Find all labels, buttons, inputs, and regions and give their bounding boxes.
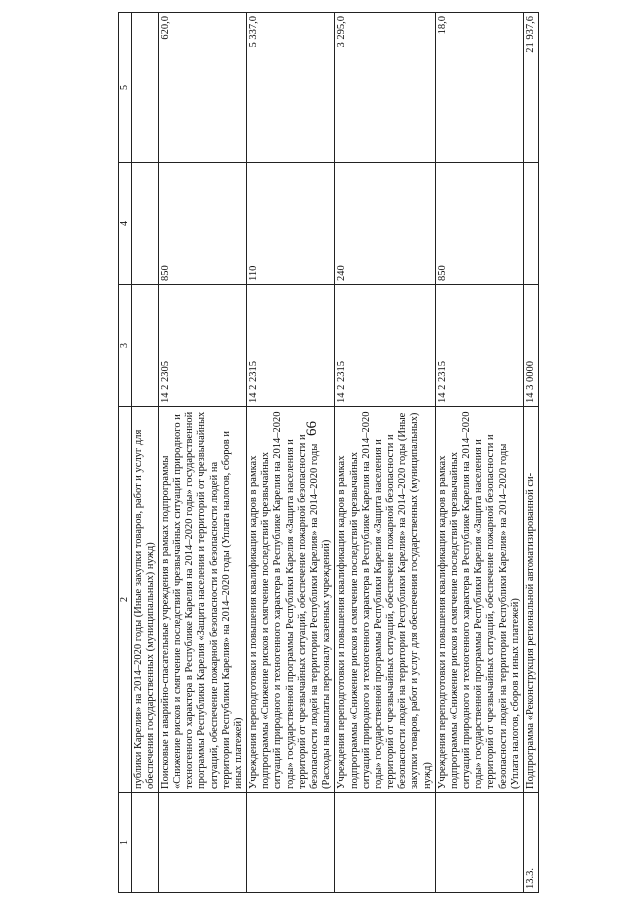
expense-type-cell: 240 [335,163,435,285]
expense-type-cell [131,163,158,285]
description-cell: Учреждения переподготовки и повышения квалификации кадров в рамках подпрограммы «Снижение рисков и смягчение последствий чрезвычайных ситуаций природного и техногенного характера в Республике Карелия на 2014–2020 годы» государственной программы Республики Карелия «Защита населения и территорий от чрезвычайных ситуаций, обеспечение пожарной безопасности и безопасности людей на территории Республики Карелия» на 2014–2020 годы (Иные закупки товаров, работ и услуг для обеспечения государственных (муниципальных) нужд) [335,407,435,793]
header-col-4: 4 [119,163,132,285]
row-number-cell [158,793,246,893]
rotated-page [118,13,536,893]
header-col-2: 2 [119,407,132,793]
budget-code-cell: 14 2 2315 [247,285,335,407]
description-cell: Подпрограмма «Реконструкция региональной автоматизированной си- [523,407,538,793]
row-number-cell [435,793,523,893]
expense-type-cell: 110 [247,163,335,285]
table-row [523,13,538,893]
header-col-5: 5 [119,13,132,163]
amount-cell: 3 295,0 [335,13,435,163]
table-row [247,13,335,893]
row-number-cell [247,793,335,893]
description-cell: Учреждения переподготовки и повышения квалификации кадров в рамках подпрограммы «Снижение рисков и смягчение последствий чрезвычайных ситуаций природного и техногенного характера в Республике Карелия на 2014–2020 годы» государственной программы Республики Карелия «Защита населения и территорий от чрезвычайных ситуаций, обеспечение пожарной безопасности и безопасности людей на территории Республики Карелия» на 2014–2020 годы (Расходы на выплаты персоналу казенных учреждений) [247,407,335,793]
row-number-cell [131,793,158,893]
description-cell: Учреждения переподготовки и повышения квалификации кадров в рамках подпрограммы «Снижение рисков и смягчение последствий чрезвычайных ситуаций природного и техногенного характера в Республике Карелия на 2014–2020 годы» государственной программы Республики Карелия «Защита населения и территорий от чрезвычайных ситуаций, обеспечение пожарной безопасности и безопасности людей на территории Республики Карелия» на 2014–2020 годы (Уплата налогов, сборов и иных платежей) [435,407,523,793]
row-number-cell [335,793,435,893]
description-cell: публики Карелия» на 2014–2020 годы (Иные закупки товаров, работ и услуг для обеспечения государственных (муниципальных) нужд) [131,407,158,793]
amount-cell [131,13,158,163]
amount-cell: 18,0 [435,13,523,163]
expense-type-cell: 850 [435,163,523,285]
budget-code-cell: 14 2 2315 [435,285,523,407]
table-row [435,13,523,893]
amount-cell: 620,0 [158,13,246,163]
expense-type-cell: 850 [158,163,246,285]
table-row [158,13,246,893]
row-number-cell: 13.3. [523,793,538,893]
description-cell: Поисковые и аварийно-спасательные учреждения в рамках подпрограммы «Снижение рисков и смягчение последствий чрезвычайных ситуаций природного и техногенного характера в Республике Карелия на 2014–2020 годы» государственной программы Республики Карелия «Защита населения и территорий от чрезвычайных ситуаций, обеспечение пожарной безопасности и безопасности людей на территории Республики Карелия» на 2014–2020 годы (Уплата налогов, сборов и иных платежей) [158,407,246,793]
budget-code-cell: 14 2 2305 [158,285,246,407]
expense-type-cell [523,163,538,285]
header-row [119,13,132,893]
header-col-1: 1 [119,793,132,893]
budget-code-cell: 14 3 0000 [523,285,538,407]
header-col-3: 3 [119,285,132,407]
table-row [131,13,158,893]
table-row [335,13,435,893]
page-number: 66 [304,421,320,436]
budget-table [118,12,539,893]
amount-cell: 21 937,6 [523,13,538,163]
amount-cell: 5 337,0 [247,13,335,163]
budget-code-cell: 14 2 2315 [335,285,435,407]
budget-code-cell [131,285,158,407]
